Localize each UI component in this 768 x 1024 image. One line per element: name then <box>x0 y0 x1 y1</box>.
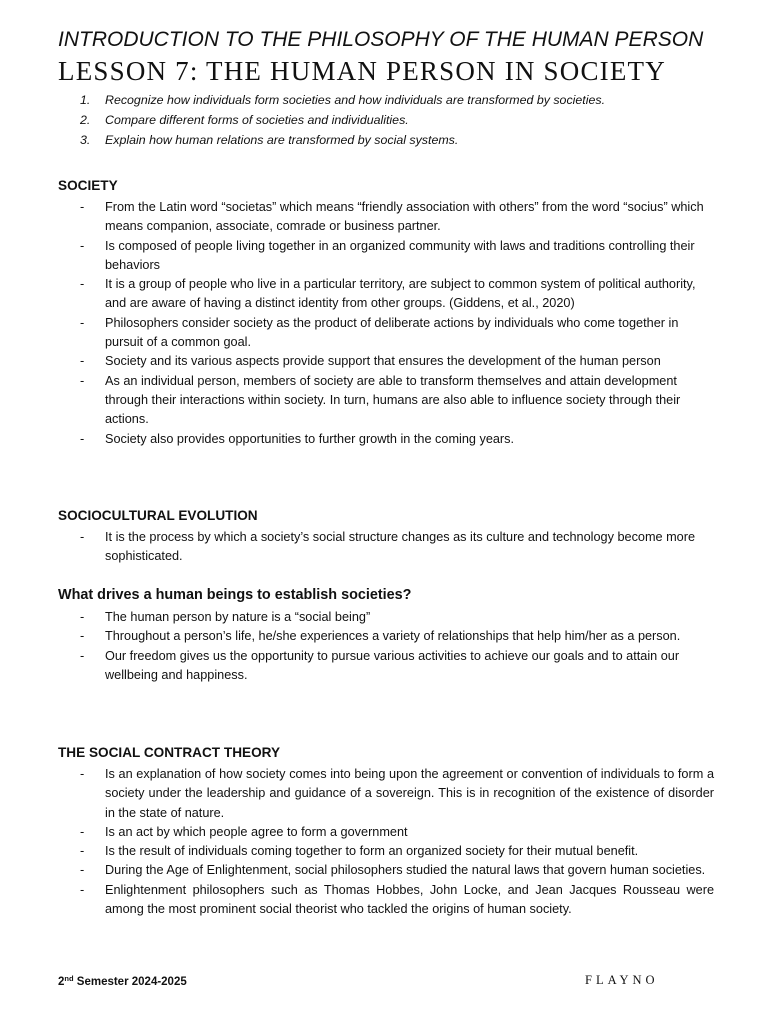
bullet-dash: - <box>80 863 85 878</box>
list-item-text: Is an explanation of how society comes into being upon the agreement or convention of individuals to form a society under the leadership and guidance of a sovereign. This is in recognition of the existence of disorder in the state of nature. <box>105 767 714 820</box>
social-contract-list <box>80 765 714 919</box>
objective-item <box>80 90 605 110</box>
list-item-text: During the Age of Enlightenment, social philosophers studied the natural laws that govern human societies. <box>105 863 706 878</box>
bullet-dash: - <box>80 824 85 839</box>
list-item-text: Society and its various aspects provide support that ensures the development of the human person <box>105 354 661 369</box>
list-item-text: As an individual person, members of society are able to transform themselves and attain development through their interactions within society. In turn, humans are also able to influence society through their actions. <box>105 373 681 427</box>
objective-number: 2. <box>80 113 91 127</box>
bullet-dash: - <box>80 277 85 292</box>
list-item-text: It is a group of people who live in a particular territory, are subject to common system of political authority, and are aware of having a distinct identity from other groups. (Giddens, et al., 2020) <box>105 277 696 311</box>
course-title: INTRODUCTION TO THE PHILOSOPHY OF THE HUMAN PERSON <box>58 28 704 51</box>
semester-ordinal: nd <box>64 974 74 983</box>
list-item-text: Our freedom gives us the opportunity to pursue various activities to achieve our goals and to attain our wellbeing and happiness. <box>105 648 680 682</box>
list-item-text: Philosophers consider society as the product of deliberate actions by individuals who come together in pursuit of a common goal. <box>105 315 679 350</box>
list-item <box>80 842 714 861</box>
list-item <box>80 237 714 276</box>
bullet-dash: - <box>80 431 85 446</box>
objective-text: Recognize how individuals form societies and how individuals are transformed by societies. <box>105 93 606 107</box>
semester-number: 2 <box>58 976 65 988</box>
list-item <box>80 314 714 353</box>
bullet-dash: - <box>80 200 85 214</box>
bullet-dash: - <box>80 610 85 624</box>
list-item-text: Enlightenment philosophers such as Thomas Hobbes, John Locke, and Jean Jacques Rousseau were among the most prominent social theorist who tackled the origins of human society. <box>105 882 714 917</box>
list-item-text: Is the result of individuals coming together to form an organized society for their mutual benefit. <box>105 844 639 859</box>
semester-text: Semester 2024-2025 <box>73 976 187 988</box>
bullet-dash: - <box>80 882 85 897</box>
list-item <box>80 275 714 314</box>
learning-objectives <box>80 90 605 150</box>
bullet-dash: - <box>80 767 85 781</box>
drives-list <box>80 608 714 685</box>
bullet-dash: - <box>80 844 85 859</box>
list-item <box>80 861 714 880</box>
list-item <box>80 352 714 371</box>
list-item-text: From the Latin word “societas” which means “friendly association with others” from the word “socius” which means companion, associate, comrade or business partner. <box>105 200 704 234</box>
list-item <box>80 627 714 646</box>
objective-text: Explain how human relations are transformed by social systems. <box>105 133 459 147</box>
objective-text: Compare different forms of societies and individualities. <box>105 113 409 127</box>
lesson-title: LESSON 7: THE HUMAN PERSON IN SOCIETY <box>58 56 666 86</box>
list-item <box>80 528 714 567</box>
objective-number: 1. <box>80 93 91 107</box>
list-item <box>80 372 714 430</box>
list-item <box>80 765 714 823</box>
society-heading: SOCIETY <box>58 178 118 193</box>
drives-heading: What drives a human beings to establish societies? <box>58 587 412 603</box>
list-item-text: It is the process by which a society’s social structure changes as its culture and technology become more sophisticated. <box>105 530 696 564</box>
list-item-text: Throughout a person’s life, he/she experiences a variety of relationships that help him/her as a person. <box>105 629 681 644</box>
list-item <box>80 198 714 237</box>
bullet-dash: - <box>80 354 85 369</box>
list-item-text: Is an act by which people agree to form a government <box>105 824 408 839</box>
objective-item <box>80 110 605 130</box>
bullet-dash: - <box>80 530 85 544</box>
bullet-dash: - <box>80 315 85 330</box>
sociocultural-heading: SOCIOCULTURAL EVOLUTION <box>58 508 258 523</box>
objective-number: 3. <box>80 133 91 147</box>
bullet-dash: - <box>80 629 85 644</box>
sociocultural-list <box>80 528 714 567</box>
society-list <box>80 198 714 449</box>
bullet-dash: - <box>80 238 85 253</box>
list-item <box>80 608 714 627</box>
list-item <box>80 430 714 449</box>
objective-item <box>80 130 605 150</box>
list-item-text: Society also provides opportunities to further growth in the coming years. <box>105 431 515 446</box>
social-contract-heading: THE SOCIAL CONTRACT THEORY <box>58 745 281 760</box>
list-item <box>80 647 714 686</box>
list-item-text: Is composed of people living together in an organized community with laws and traditions controlling their behaviors <box>105 238 695 272</box>
list-item <box>80 881 714 920</box>
list-item <box>80 823 714 842</box>
bullet-dash: - <box>80 648 85 663</box>
author-footer: FLAYNO <box>585 973 659 987</box>
list-item-text: The human person by nature is a “social being” <box>105 610 371 624</box>
semester-footer <box>58 974 187 988</box>
bullet-dash: - <box>80 373 85 388</box>
